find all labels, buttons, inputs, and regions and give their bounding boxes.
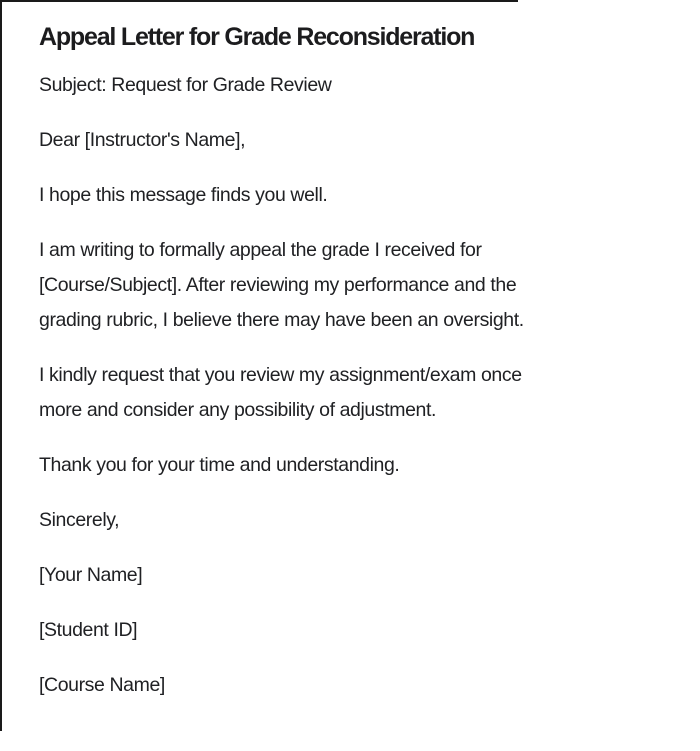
paragraph-opening [39, 178, 660, 213]
top-edge-line [0, 0, 518, 2]
left-edge-line [0, 0, 2, 731]
letter-line: [Student ID] [39, 619, 138, 641]
letter-line: [Course/Subject]. After reviewing my performance and the [39, 274, 517, 296]
paragraph-signature-name [39, 558, 660, 593]
letter-line: Sincerely, [39, 509, 120, 531]
letter-title: Appeal Letter for Grade Reconsideration [39, 23, 475, 51]
letter-line: Thank you for your time and understanding. [39, 454, 400, 476]
letter-line: Subject: Request for Grade Review [39, 74, 332, 96]
paragraph-signature-course [39, 668, 660, 703]
paragraph-subject-line [39, 68, 660, 103]
paragraph-signature-student-id [39, 613, 660, 648]
paragraph-closing [39, 503, 660, 538]
letter-line: Dear [Instructor's Name], [39, 129, 246, 151]
paragraph-thanks [39, 448, 660, 483]
letter-line: [Your Name] [39, 564, 143, 586]
letter-line: I am writing to formally appeal the grade I received for [39, 239, 482, 261]
letter-line: more and consider any possibility of adjustment. [39, 399, 437, 421]
paragraph-appeal-body [39, 233, 660, 338]
letter-line: I kindly request that you review my assignment/exam once [39, 364, 522, 386]
letter-line: grading rubric, I believe there may have been an oversight. [39, 309, 524, 331]
paragraph-salutation [39, 123, 660, 158]
letter-line: I hope this message finds you well. [39, 184, 328, 206]
paragraph-request-body [39, 358, 660, 428]
letter-line: [Course Name] [39, 674, 165, 696]
